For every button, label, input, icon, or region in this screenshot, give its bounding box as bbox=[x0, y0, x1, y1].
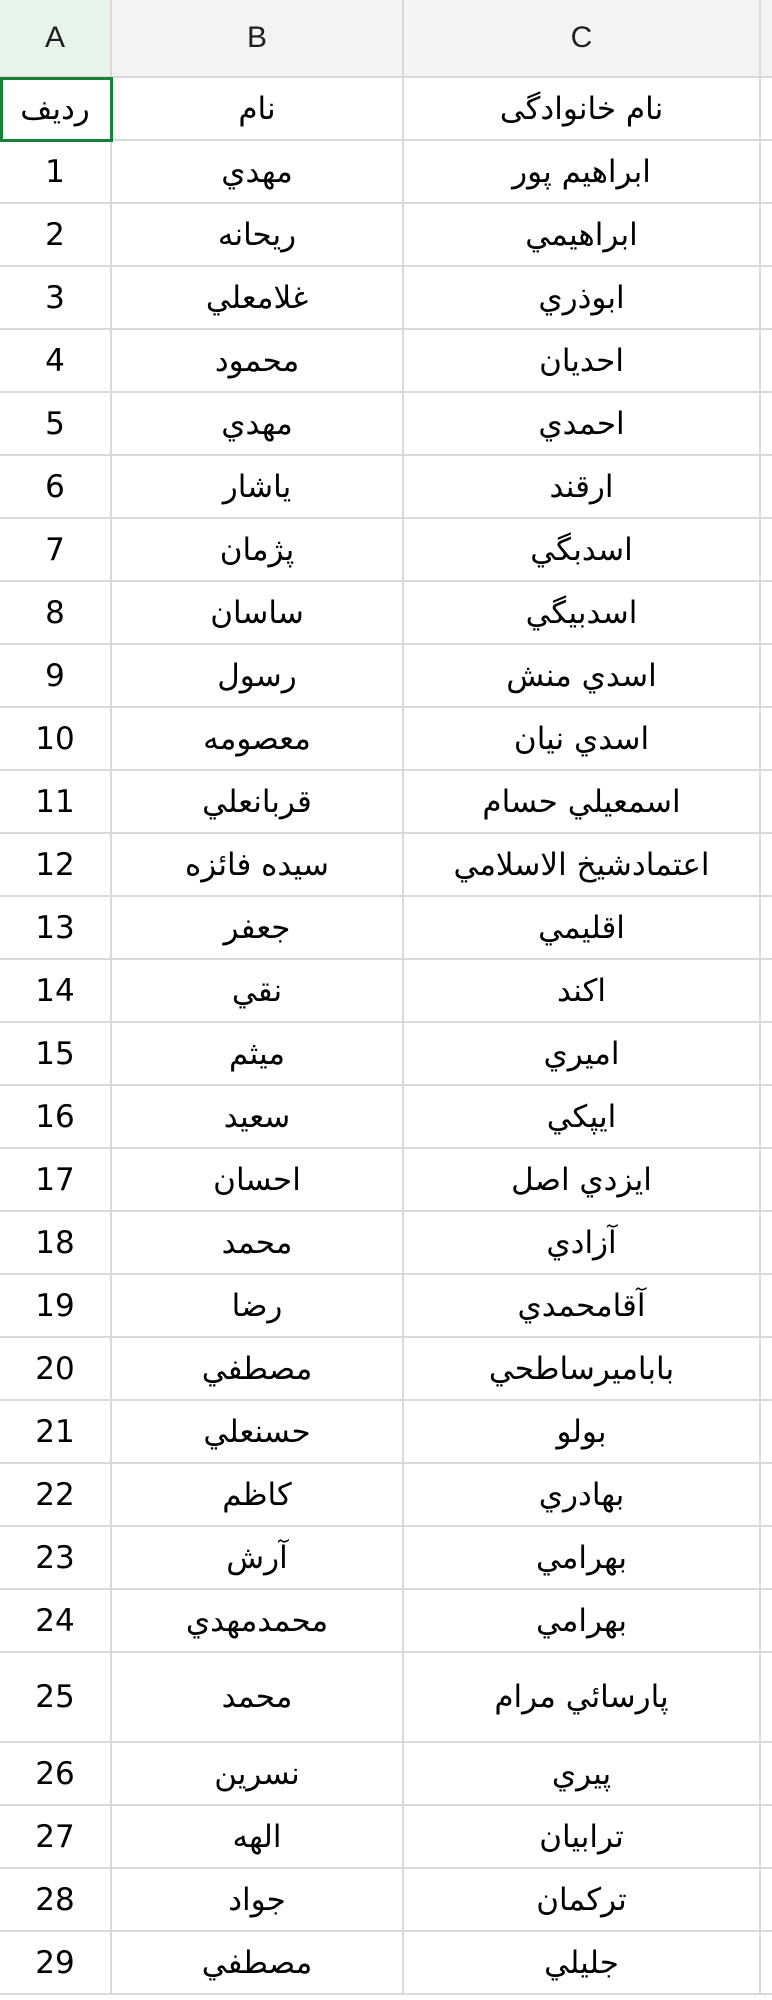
cell-empty[interactable] bbox=[761, 519, 772, 582]
column-header-row bbox=[0, 0, 772, 78]
cell-first-name[interactable]: ميثم bbox=[112, 1023, 404, 1086]
cell-empty[interactable] bbox=[761, 708, 772, 771]
table-row bbox=[0, 519, 772, 582]
cell-last-name[interactable]: تركمان bbox=[404, 1869, 761, 1932]
table-row bbox=[0, 1527, 772, 1590]
cell-last-name[interactable]: احديان bbox=[404, 330, 761, 393]
cell-row-number[interactable]: 18 bbox=[0, 1212, 112, 1275]
cell-last-name[interactable]: آقامحمدي bbox=[404, 1275, 761, 1338]
cell-empty[interactable] bbox=[761, 897, 772, 960]
cell-empty[interactable] bbox=[761, 1806, 772, 1869]
cell-first-name[interactable]: محمد bbox=[112, 1212, 404, 1275]
cell-row-number[interactable]: 23 bbox=[0, 1527, 112, 1590]
cell-row-number[interactable]: 3 bbox=[0, 267, 112, 330]
cell-row-number[interactable]: 25 bbox=[0, 1653, 112, 1743]
cell-last-name[interactable]: بهادري bbox=[404, 1464, 761, 1527]
table-row bbox=[0, 1338, 772, 1401]
column-header-b[interactable]: B bbox=[112, 0, 404, 78]
cell-empty[interactable] bbox=[761, 204, 772, 267]
cell-last-name[interactable]: اسدبيگي bbox=[404, 582, 761, 645]
cell-row-number[interactable]: 22 bbox=[0, 1464, 112, 1527]
cell-first-name[interactable]: حسنعلي bbox=[112, 1401, 404, 1464]
column-header-a[interactable]: A bbox=[0, 0, 112, 78]
cell-row-number[interactable]: 29 bbox=[0, 1932, 112, 1995]
cell-first-name[interactable]: مهدي bbox=[112, 141, 404, 204]
cell-first-name[interactable]: غلامعلي bbox=[112, 267, 404, 330]
cell-last-name[interactable]: اسمعيلي حسام bbox=[404, 771, 761, 834]
cell-first-name[interactable]: ريحانه bbox=[112, 204, 404, 267]
cell-empty[interactable] bbox=[761, 1653, 772, 1743]
cell-last-name[interactable]: بهرامي bbox=[404, 1527, 761, 1590]
cell-row-number[interactable]: 16 bbox=[0, 1086, 112, 1149]
cell-last-name[interactable]: اسدي نيان bbox=[404, 708, 761, 771]
cell-empty[interactable] bbox=[761, 582, 772, 645]
cell-row-number[interactable]: 10 bbox=[0, 708, 112, 771]
cell-last-name[interactable]: بولو bbox=[404, 1401, 761, 1464]
cell-first-name[interactable]: ياشار bbox=[112, 456, 404, 519]
table-row bbox=[0, 267, 772, 330]
table-row bbox=[0, 1932, 772, 1995]
cell-first-name[interactable]: رسول bbox=[112, 645, 404, 708]
header-data-row bbox=[0, 78, 772, 141]
table-row bbox=[0, 771, 772, 834]
table-row bbox=[0, 1590, 772, 1653]
cell-first-name[interactable]: جعفر bbox=[112, 897, 404, 960]
cell-row-number[interactable]: 27 bbox=[0, 1806, 112, 1869]
cell-row-number[interactable]: 24 bbox=[0, 1590, 112, 1653]
cell-row-number[interactable]: 12 bbox=[0, 834, 112, 897]
cell-row-number[interactable]: 4 bbox=[0, 330, 112, 393]
cell-row-number[interactable]: 7 bbox=[0, 519, 112, 582]
cell-last-name[interactable]: باباميرساطحي bbox=[404, 1338, 761, 1401]
cell-first-name[interactable]: مهدي bbox=[112, 393, 404, 456]
cell-row-number[interactable]: 1 bbox=[0, 141, 112, 204]
cell-empty[interactable] bbox=[761, 1869, 772, 1932]
cell-empty[interactable] bbox=[761, 771, 772, 834]
cell-first-name[interactable]: مصطفي bbox=[112, 1338, 404, 1401]
table-row bbox=[0, 1149, 772, 1212]
table-row bbox=[0, 645, 772, 708]
table-row bbox=[0, 141, 772, 204]
cell-row-number[interactable]: 11 bbox=[0, 771, 112, 834]
cell-last-name[interactable]: اكند bbox=[404, 960, 761, 1023]
table-row bbox=[0, 1275, 772, 1338]
cell-row-number[interactable]: 2 bbox=[0, 204, 112, 267]
cell-last-name[interactable]: پيري bbox=[404, 1743, 761, 1806]
cell-first-name[interactable]: محمدمهدي bbox=[112, 1590, 404, 1653]
cell-row-number[interactable]: 28 bbox=[0, 1869, 112, 1932]
table-row bbox=[0, 1743, 772, 1806]
table-row bbox=[0, 1653, 772, 1743]
table-row bbox=[0, 393, 772, 456]
cell-row-number-header[interactable]: ردیف bbox=[0, 78, 112, 141]
cell-empty[interactable] bbox=[761, 267, 772, 330]
cell-empty[interactable] bbox=[761, 960, 772, 1023]
cell-row-number[interactable]: 9 bbox=[0, 645, 112, 708]
cell-empty[interactable] bbox=[761, 1932, 772, 1995]
cell-empty[interactable] bbox=[761, 78, 772, 141]
cell-row-number[interactable]: 26 bbox=[0, 1743, 112, 1806]
cell-last-name[interactable]: ابوذري bbox=[404, 267, 761, 330]
cell-last-name[interactable]: ابراهيم پور bbox=[404, 141, 761, 204]
cell-first-name[interactable]: سعيد bbox=[112, 1086, 404, 1149]
cell-first-name-header[interactable]: نام bbox=[112, 78, 404, 141]
cell-last-name[interactable]: احمدي bbox=[404, 393, 761, 456]
cell-first-name[interactable]: كاظم bbox=[112, 1464, 404, 1527]
cell-last-name[interactable]: جليلي bbox=[404, 1932, 761, 1995]
cell-row-number[interactable]: 21 bbox=[0, 1401, 112, 1464]
column-header-c[interactable]: C bbox=[404, 0, 761, 78]
cell-row-number[interactable]: 13 bbox=[0, 897, 112, 960]
column-header-d[interactable] bbox=[761, 0, 772, 78]
cell-empty[interactable] bbox=[761, 393, 772, 456]
cell-row-number[interactable]: 17 bbox=[0, 1149, 112, 1212]
cell-last-name[interactable]: ايپكي bbox=[404, 1086, 761, 1149]
cell-first-name[interactable]: احسان bbox=[112, 1149, 404, 1212]
cell-first-name[interactable]: معصومه bbox=[112, 708, 404, 771]
cell-empty[interactable] bbox=[761, 1401, 772, 1464]
table-row bbox=[0, 1869, 772, 1932]
cell-last-name[interactable]: اميري bbox=[404, 1023, 761, 1086]
cell-first-name[interactable]: رضا bbox=[112, 1275, 404, 1338]
cell-row-number[interactable]: 6 bbox=[0, 456, 112, 519]
cell-empty[interactable] bbox=[761, 1149, 772, 1212]
table-row bbox=[0, 1212, 772, 1275]
cell-empty[interactable] bbox=[761, 1464, 772, 1527]
cell-empty[interactable] bbox=[761, 1275, 772, 1338]
table-row bbox=[0, 330, 772, 393]
cell-empty[interactable] bbox=[761, 834, 772, 897]
table-row bbox=[0, 1806, 772, 1869]
cell-empty[interactable] bbox=[761, 1086, 772, 1149]
cell-row-number[interactable]: 19 bbox=[0, 1275, 112, 1338]
table-row bbox=[0, 1401, 772, 1464]
cell-row-number[interactable]: 14 bbox=[0, 960, 112, 1023]
cell-first-name[interactable]: نقي bbox=[112, 960, 404, 1023]
cell-last-name[interactable]: اقليمي bbox=[404, 897, 761, 960]
cell-first-name[interactable]: آرش bbox=[112, 1527, 404, 1590]
cell-row-number[interactable]: 8 bbox=[0, 582, 112, 645]
cell-last-name[interactable]: پارسائي مرام bbox=[404, 1653, 761, 1743]
cell-empty[interactable] bbox=[761, 1212, 772, 1275]
cell-first-name[interactable]: مصطفي bbox=[112, 1932, 404, 1995]
cell-last-name[interactable]: اسدبگي bbox=[404, 519, 761, 582]
cell-first-name[interactable]: سيده فائزه bbox=[112, 834, 404, 897]
cell-last-name[interactable]: ترابيان bbox=[404, 1806, 761, 1869]
cell-last-name[interactable]: اسدي منش bbox=[404, 645, 761, 708]
cell-first-name[interactable]: قربانعلي bbox=[112, 771, 404, 834]
cell-empty[interactable] bbox=[761, 456, 772, 519]
cell-empty[interactable] bbox=[761, 1338, 772, 1401]
cell-last-name[interactable]: ايزدي اصل bbox=[404, 1149, 761, 1212]
cell-first-name[interactable]: پژمان bbox=[112, 519, 404, 582]
cell-empty[interactable] bbox=[761, 1023, 772, 1086]
cell-last-name[interactable]: بهرامي bbox=[404, 1590, 761, 1653]
cell-first-name[interactable]: الهه bbox=[112, 1806, 404, 1869]
table-row bbox=[0, 1464, 772, 1527]
cell-empty[interactable] bbox=[761, 1527, 772, 1590]
cell-last-name[interactable]: اعتمادشيخ الاسلامي bbox=[404, 834, 761, 897]
table-row bbox=[0, 897, 772, 960]
cell-last-name[interactable]: ابراهيمي bbox=[404, 204, 761, 267]
table-row bbox=[0, 1086, 772, 1149]
cell-first-name[interactable]: جواد bbox=[112, 1869, 404, 1932]
cell-row-number[interactable]: 20 bbox=[0, 1338, 112, 1401]
table-row bbox=[0, 708, 772, 771]
table-row bbox=[0, 834, 772, 897]
cell-last-name-header[interactable]: نام خانوادگی bbox=[404, 78, 761, 141]
cell-row-number[interactable]: 15 bbox=[0, 1023, 112, 1086]
cell-row-number[interactable]: 5 bbox=[0, 393, 112, 456]
cell-first-name[interactable]: ساسان bbox=[112, 582, 404, 645]
cell-first-name[interactable]: محمد bbox=[112, 1653, 404, 1743]
cell-empty[interactable] bbox=[761, 141, 772, 204]
table-row bbox=[0, 456, 772, 519]
cell-first-name[interactable]: نسرين bbox=[112, 1743, 404, 1806]
cell-empty[interactable] bbox=[761, 645, 772, 708]
cell-empty[interactable] bbox=[761, 1590, 772, 1653]
cell-last-name[interactable]: ارقند bbox=[404, 456, 761, 519]
table-row bbox=[0, 582, 772, 645]
cell-empty[interactable] bbox=[761, 330, 772, 393]
cell-first-name[interactable]: محمود bbox=[112, 330, 404, 393]
table-row bbox=[0, 960, 772, 1023]
table-row bbox=[0, 1023, 772, 1086]
cell-last-name[interactable]: آزادي bbox=[404, 1212, 761, 1275]
cell-empty[interactable] bbox=[761, 1743, 772, 1806]
table-row bbox=[0, 204, 772, 267]
